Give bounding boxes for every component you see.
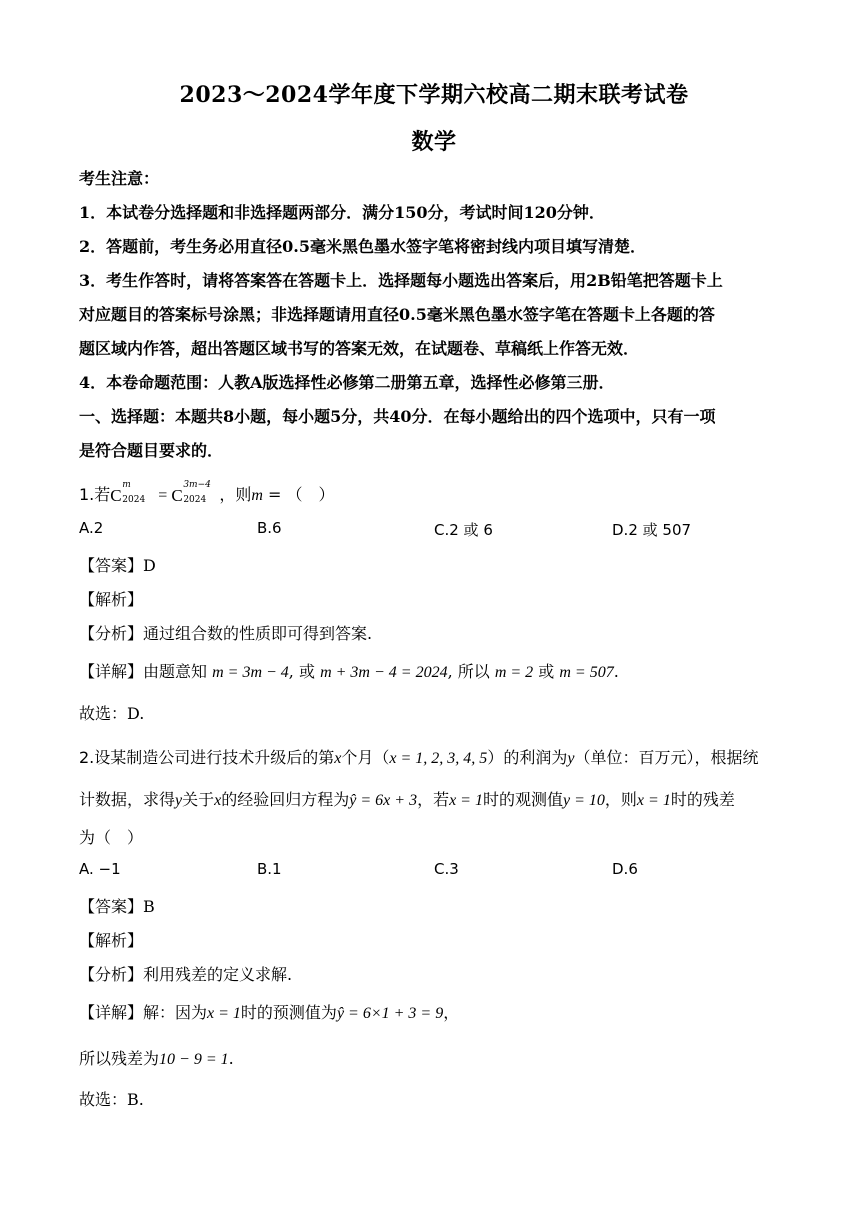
q2-option-a: A. −1 [79, 860, 121, 878]
q1-option-c: C.2 或 6 [434, 521, 493, 539]
q1-detail: 【详解】由题意知 m = 3m − 4, 或 m + 3m − 4 = 2024, 所以 m = 2 或 m = 507. [79, 662, 619, 681]
q1-combination-right: C 3m−4 2024 [171, 479, 211, 505]
q2-option-d: D.6 [612, 860, 638, 878]
q2-residual: 所以残差为10 − 9 = 1. [79, 1049, 234, 1068]
q1-stem: 1.若 C m 2024 = C 3m−4 2024 ，则m = （ ） [79, 479, 335, 505]
q2-analysis: 【分析】利用残差的定义求解. [79, 965, 293, 984]
q2-stem-line3: 为（ ） [79, 828, 144, 847]
notice-item-3-cont: 对应题目的答案标号涂黑；非选择题请用直径0.5毫米黑色墨水签字笔在答题卡上各题的答 [79, 305, 715, 324]
q2-option-c: C.3 [434, 860, 459, 878]
q1-analysis: 【分析】通过组合数的性质即可得到答案. [79, 624, 373, 643]
q1-option-d: D.2 或 507 [612, 521, 692, 539]
notice-heading: 考生注意： [79, 169, 160, 188]
q2-stem-line1: 2.设某制造公司进行技术升级后的第x个月（x = 1, 2, 3, 4, 5）的利润为y（单位：百万元），根据统 [79, 748, 759, 767]
q1-option-a: A.2 [79, 519, 104, 537]
q1-prefix: 1.若 [79, 485, 111, 504]
q1-jiexi: 【解析】 [79, 590, 144, 609]
section-heading-cont: 是符合题目要求的． [79, 441, 224, 460]
q2-stem-line2: 计数据，求得y关于x的经验回归方程为ŷ = 6x + 3，若x = 1时的观测值y = 10，则x = 1时的残差 [79, 790, 735, 809]
q2-answer: 【答案】B [79, 897, 155, 916]
notice-item-3-cont2: 题区域内作答，超出答题区域书写的答案无效，在试题卷、草稿纸上作答无效． [79, 339, 640, 358]
section-heading: 一、选择题：本题共8小题，每小题5分，共40分．在每小题给出的四个选项中，只有一项 [79, 407, 716, 426]
q1-option-b: B.6 [257, 519, 282, 537]
q2-jiexi: 【解析】 [79, 931, 144, 950]
q2-detail: 【详解】解：因为x = 1时的预测值为ŷ = 6×1 + 3 = 9， [79, 1003, 460, 1022]
notice-item-3: 3．考生作答时，请将答案答在答题卡上．选择题每小题选出答案后，用2B铅笔把答题卡上 [79, 271, 723, 290]
q2-choose: 故选：B. [79, 1090, 144, 1109]
q2-option-b: B.1 [257, 860, 282, 878]
exam-subject: 数学 [411, 129, 457, 155]
q1-answer: 【答案】D [79, 556, 156, 575]
notice-item-4: 4．本卷命题范围：人教A版选择性必修第二册第五章，选择性必修第三册． [79, 373, 615, 392]
exam-title: 2023～2024学年度下学期六校高二期末联考试卷 [179, 82, 689, 108]
q1-choose: 故选：D. [79, 704, 145, 723]
notice-item-1: 1．本试卷分选择题和非选择题两部分．满分150分，考试时间120分钟． [79, 203, 605, 222]
notice-item-2: 2．答题前，考生务必用直径0.5毫米黑色墨水签字笔将密封线内项目填写清楚． [79, 237, 646, 256]
q1-combination-left: C m 2024 [110, 479, 146, 505]
